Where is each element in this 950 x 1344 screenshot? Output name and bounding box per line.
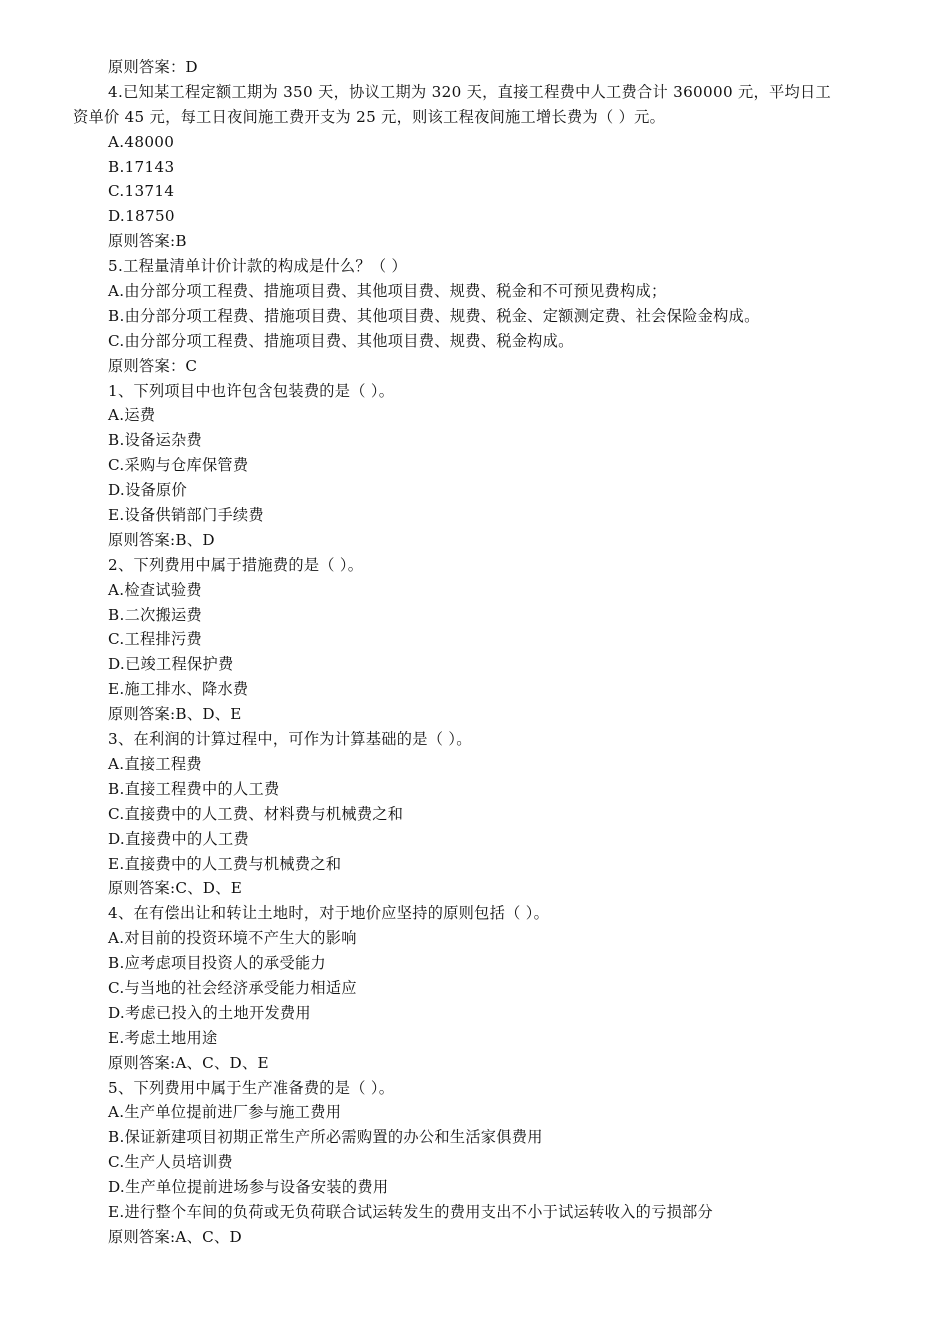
question-text: 3、在利润的计算过程中，可作为计算基础的是（ ）。: [108, 730, 472, 749]
option-line: C.采购与仓库保管费: [108, 456, 249, 475]
option-line: A.由分部分项工程费、措施项目费、其他项目费、规费、税金和不可预见费构成；: [108, 282, 667, 301]
question-text-continued: 资单价 45 元，每工日夜间施工费开支为 25 元，则该工程夜间施工增长费为（ ）元。: [73, 107, 666, 126]
option-line: E.进行整个车间的负荷或无负荷联合试运转发生的费用支出不小于试运转收入的亏损部分: [108, 1202, 714, 1221]
option-line: B.17143: [108, 157, 175, 176]
answer-line: 原则答案:B: [108, 232, 187, 251]
option-line: A.直接工程费: [108, 754, 202, 773]
option-line: B.设备运杂费: [108, 431, 203, 450]
option-line: A.运费: [108, 406, 156, 425]
option-line: D.设备原价: [108, 481, 188, 500]
option-line: C.工程排污费: [108, 630, 202, 649]
option-line: D.生产单位提前进场参与设备安装的费用: [108, 1178, 389, 1197]
option-line: B.应考虑项目投资人的承受能力: [108, 954, 326, 973]
option-line: C.由分部分项工程费、措施项目费、其他项目费、规费、税金构成。: [108, 331, 574, 350]
question-text: 2、下列费用中属于措施费的是（ ）。: [108, 555, 364, 574]
option-line: D.已竣工程保护费: [108, 655, 234, 674]
question-text: 5、下列费用中属于生产准备费的是（ ）。: [108, 1078, 395, 1097]
answer-line: 原则答案:C、D、E: [108, 879, 243, 898]
option-line: A.48000: [108, 132, 175, 151]
option-line: B.直接工程费中的人工费: [108, 779, 280, 798]
answer-line: 原则答案:B、D: [108, 530, 215, 549]
answer-line: 原则答案:A、C、D、E: [108, 1053, 269, 1072]
option-line: B.保证新建项目初期正常生产所必需购置的办公和生活家俱费用: [108, 1128, 543, 1147]
option-line: A.对目前的投资环境不产生大的影响: [108, 929, 357, 948]
answer-line: 原则答案:A、C、D: [108, 1227, 243, 1246]
option-line: C.13714: [108, 182, 175, 201]
option-line: C.与当地的社会经济承受能力相适应: [108, 978, 357, 997]
option-line: D.直接费中的人工费: [108, 829, 249, 848]
option-line: E.直接费中的人工费与机械费之和: [108, 854, 342, 873]
option-line: B.二次搬运费: [108, 605, 203, 624]
document-page: [0, 55, 950, 1250]
answer-line: 原则答案：D: [108, 58, 198, 76]
option-line: C.直接费中的人工费、材料费与机械费之和: [108, 804, 404, 823]
option-line: E.考虑土地用途: [108, 1028, 218, 1047]
answer-line: 原则答案:B、D、E: [108, 705, 242, 724]
question-text: 5.工程量清单计价计款的构成是什么？（ ）: [108, 257, 407, 276]
option-line: D.18750: [108, 207, 175, 226]
option-line: C.生产人员培训费: [108, 1153, 233, 1172]
option-line: B.由分部分项工程费、措施项目费、其他项目费、规费、税金、定额测定费、社会保险金构成。: [108, 306, 760, 325]
question-text: 4、在有偿出让和转让土地时，对于地价应坚持的原则包括（ ）。: [108, 904, 550, 923]
option-line: A.生产单位提前进厂参与施工费用: [108, 1103, 342, 1122]
question-text: 4.已知某工程定额工期为 350 天，协议工期为 320 天，直接工程费中人工费合计 360000 元，平均日工: [108, 82, 831, 101]
option-line: A.检查试验费: [108, 580, 202, 599]
option-line: D.考虑已投入的土地开发费用: [108, 1003, 311, 1022]
option-line: E.施工排水、降水费: [108, 680, 249, 699]
question-text: 1、下列项目中也许包含包装费的是（ ）。: [108, 381, 395, 400]
answer-line: 原则答案：C: [108, 356, 198, 375]
option-line: E.设备供销部门手续费: [108, 506, 264, 525]
